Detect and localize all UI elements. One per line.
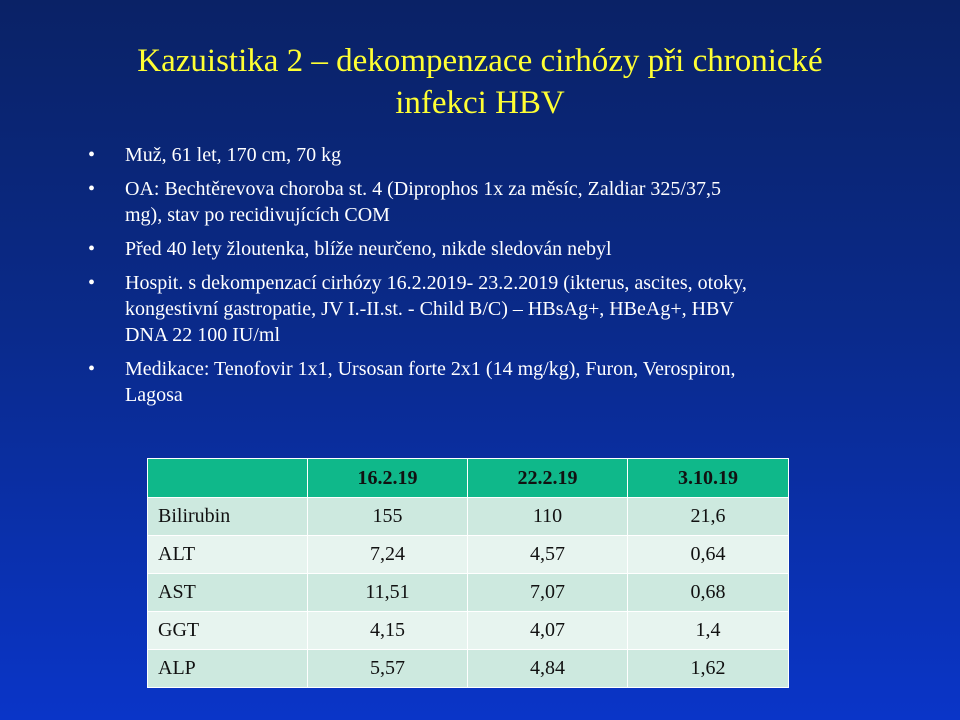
bullet-list [88, 142, 888, 416]
title-line-1: Kazuistika 2 – dekompenzace cirhózy při chronické [137, 43, 823, 79]
table-cell: Bilirubin [148, 498, 308, 536]
table-cell: 7,07 [468, 574, 628, 612]
table-header-cell [148, 459, 308, 498]
table-cell: 4,15 [308, 612, 468, 650]
table-row [148, 536, 789, 574]
table-row [148, 498, 789, 536]
bullet-icon: • [88, 238, 96, 260]
table-row [148, 612, 789, 650]
table-cell: 1,4 [628, 612, 789, 650]
bullet-item [88, 236, 888, 262]
table-cell: 155 [308, 498, 468, 536]
bullet-item [88, 142, 888, 168]
table-header-row [148, 459, 789, 498]
title-line-2: infekci HBV [395, 85, 565, 121]
lab-results-table [147, 458, 789, 688]
table-cell: 5,57 [308, 650, 468, 688]
table-header-cell: 16.2.19 [308, 459, 468, 498]
table-cell: 21,6 [628, 498, 789, 536]
bullet-item [88, 176, 888, 228]
table-cell: 110 [468, 498, 628, 536]
table-cell: 4,07 [468, 612, 628, 650]
bullet-text: Muž, 61 let, 170 cm, 70 kg [125, 144, 342, 166]
bullet-text: Lagosa [125, 384, 183, 406]
table-cell: 0,64 [628, 536, 789, 574]
table-cell: 0,68 [628, 574, 789, 612]
bullet-icon: • [88, 358, 96, 380]
slide-title [40, 40, 920, 124]
table-cell: 4,57 [468, 536, 628, 574]
bullet-icon: • [88, 178, 96, 200]
bullet-item [88, 270, 888, 348]
table-cell: 11,51 [308, 574, 468, 612]
bullet-icon: • [88, 272, 96, 294]
bullet-text: OA: Bechtěrevova choroba st. 4 (Diprophos 1x za měsíc, Zaldiar 325/37,5 [125, 178, 721, 200]
table-row [148, 650, 789, 688]
bullet-icon: • [88, 144, 96, 166]
bullet-text: Hospit. s dekompenzací cirhózy 16.2.2019- 23.2.2019 (ikterus, ascites, otoky, [125, 272, 747, 294]
table-cell: AST [148, 574, 308, 612]
bullet-item [88, 356, 888, 408]
bullet-text: Medikace: Tenofovir 1x1, Ursosan forte 2x1 (14 mg/kg), Furon, Verospiron, [125, 358, 736, 380]
table-cell: ALT [148, 536, 308, 574]
table-cell: ALP [148, 650, 308, 688]
bullet-text: mg), stav po recidivujících COM [125, 204, 390, 226]
table-row [148, 574, 789, 612]
bullet-text: DNA 22 100 IU/ml [125, 324, 280, 346]
table-header-cell: 3.10.19 [628, 459, 789, 498]
table-cell: 4,84 [468, 650, 628, 688]
table-header-cell: 22.2.19 [468, 459, 628, 498]
bullet-text: Před 40 lety žloutenka, blíže neurčeno, nikde sledován nebyl [125, 238, 612, 260]
table-cell: GGT [148, 612, 308, 650]
bullet-text: kongestivní gastropatie, JV I.-II.st. - Child B/C) – HBsAg+, HBeAg+, HBV [125, 298, 734, 320]
table-cell: 1,62 [628, 650, 789, 688]
table-cell: 7,24 [308, 536, 468, 574]
